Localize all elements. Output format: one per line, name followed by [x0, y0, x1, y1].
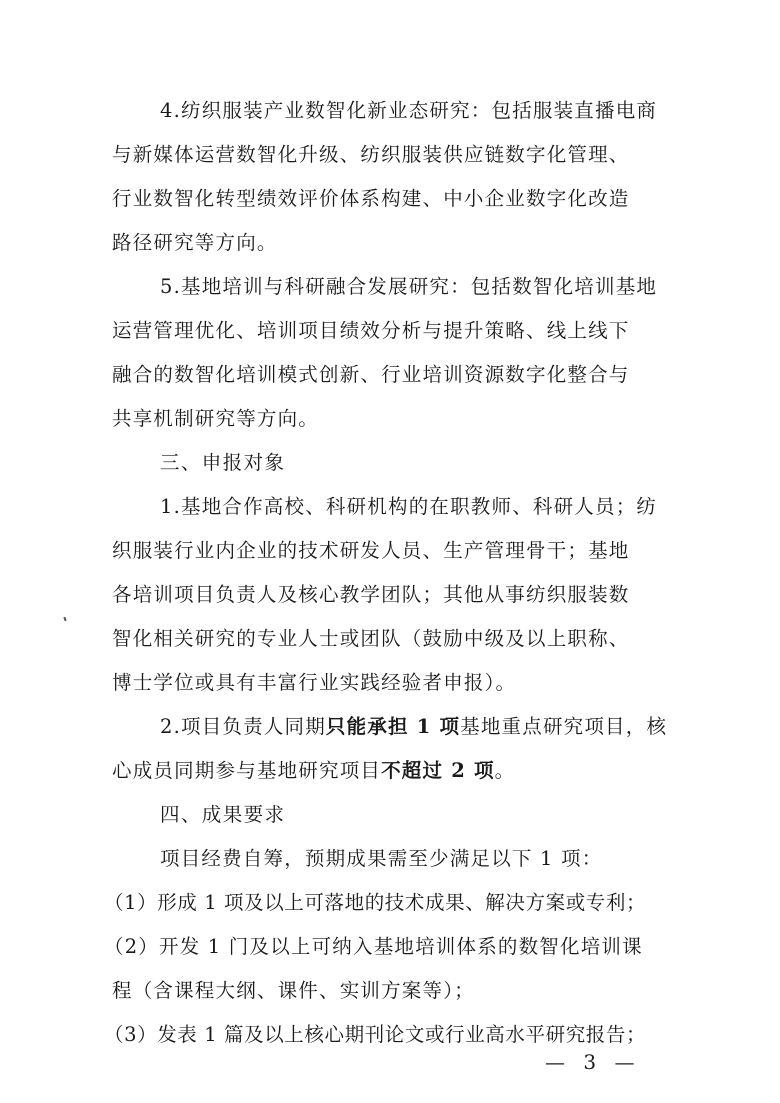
- item5-line4: 共享机制研究等方向。: [112, 407, 320, 430]
- item4-line4: 路径研究等方向。: [112, 231, 278, 254]
- item4-line3: 行业数智化转型绩效评价体系构建、中小企业数字化改造: [112, 187, 630, 210]
- item4-line1: 4.纺织服装产业数智化新业态研究：包括服装直播电商: [160, 99, 658, 122]
- p2-line2-start: 心成员同期参与基地研究项目: [112, 759, 382, 782]
- p2-line1-emphasis: 只能承担 1 项: [325, 715, 461, 738]
- section3-p1-line4: 智化相关研究的专业人士或团队（鼓励中级及以上职称、: [112, 627, 630, 650]
- item5-line2: 运营管理优化、培训项目绩效分析与提升策略、线上线下: [112, 319, 630, 342]
- p2-line2-end: 。: [494, 759, 516, 782]
- section3-p1-line1: 1.基地合作高校、科研机构的在职教师、科研人员；纺: [160, 495, 658, 518]
- section3-p1-line2: 织服装行业内企业的技术研发人员、生产管理骨干；基地: [112, 539, 630, 562]
- section4-req3: （3）发表 1 篇及以上核心期刊论文或行业高水平研究报告；: [104, 1023, 647, 1046]
- p2-line1-end: 基地重点研究项目，核: [460, 715, 668, 738]
- item5-line1: 5.基地培训与科研融合发展研究：包括数智化培训基地: [160, 275, 658, 298]
- page-number: — 3 —: [545, 1050, 641, 1074]
- p2-line1-start: 2.项目负责人同期: [160, 715, 326, 738]
- section3-p2-line2: [112, 757, 515, 785]
- p2-line2-emphasis: 不超过 2 项: [381, 759, 495, 782]
- section4-req2-line1: （2）开发 1 门及以上可纳入基地培训体系的数智化培训课: [104, 935, 643, 958]
- item5-line3: 融合的数智化培训模式创新、行业培训资源数字化整合与: [112, 363, 630, 386]
- section3-p2-line1: [160, 713, 667, 741]
- section3-p1-line3: 各培训项目负责人及核心教学团队；其他从事纺织服装数: [112, 583, 630, 606]
- section3-heading: 三、申报对象: [160, 451, 286, 474]
- section3-p1-line5: 博士学位或具有丰富行业实践经验者申报）。: [112, 671, 517, 694]
- section4-req1: （1）形成 1 项及以上可落地的技术成果、解决方案或专利；: [104, 891, 647, 914]
- item4-line2: 与新媒体运营数智化升级、纺织服装供应链数字化管理、: [112, 143, 630, 166]
- scan-speck: [63, 617, 66, 621]
- section4-heading: 四、成果要求: [160, 803, 286, 826]
- section4-req2-line2: 程（含课程大纲、课件、实训方案等）；: [112, 979, 475, 1002]
- section4-intro: 项目经费自筹，预期成果需至少满足以下 1 项：: [160, 847, 603, 870]
